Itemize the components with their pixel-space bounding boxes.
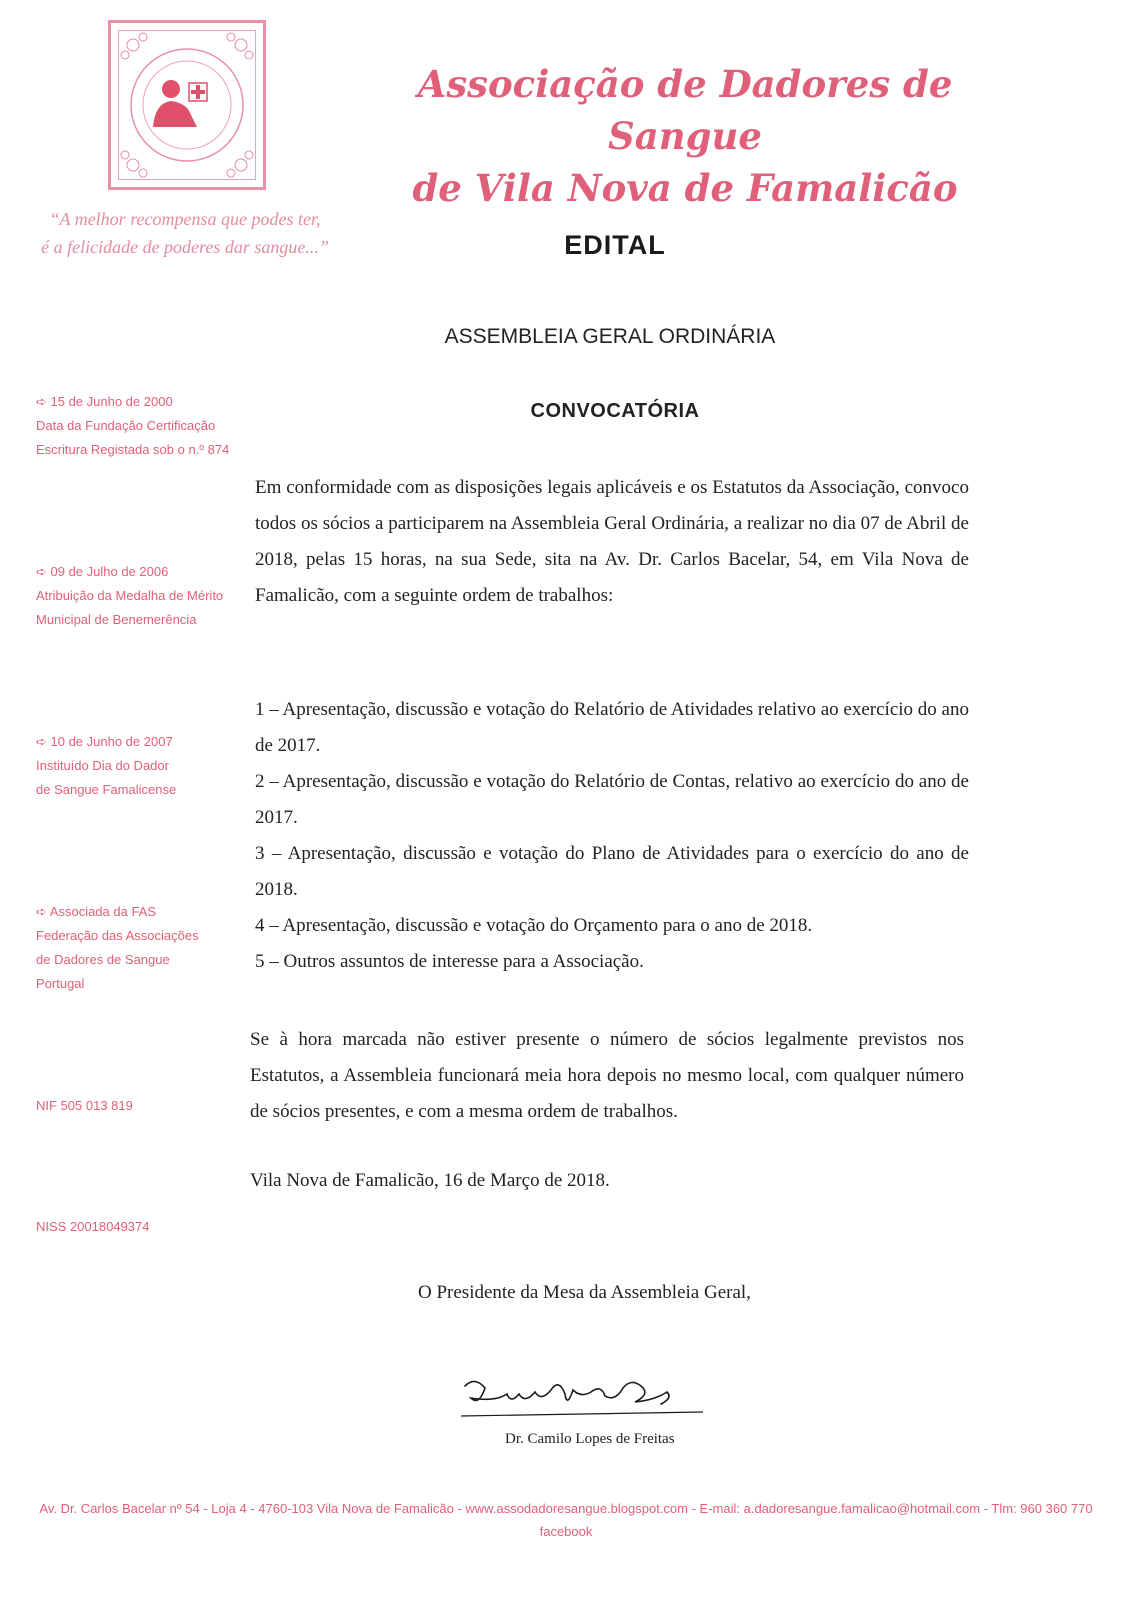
org-name-line-2: de Vila Nova de Famalicão [412, 166, 958, 210]
sidebar-item-donor-day [36, 730, 236, 802]
footer-facebook-link[interactable]: facebook [539, 1524, 593, 1539]
blood-donor-emblem-icon [111, 23, 263, 187]
agenda-item: 2 – Apresentação, discussão e votação do Relatório de Contas, relativo ao exercício do ano de 2017. [255, 771, 969, 828]
association-logo [108, 20, 266, 190]
sidebar-line: Federação das Associações [36, 928, 199, 943]
motto [30, 205, 340, 261]
organization-name [340, 58, 1030, 214]
handwritten-signature [455, 1368, 715, 1428]
document-subtitle: ASSEMBLEIA GERAL ORDINÁRIA [444, 325, 776, 348]
sidebar-line: ➪ 10 de Junho de 2007 [36, 734, 173, 749]
agenda-item: 3 – Apresentação, discussão e votação do Plano de Atividades para o exercício do ano de 2018. [255, 843, 969, 900]
section-heading: CONVOCATÓRIA [530, 400, 700, 422]
sidebar-line: ➪ 15 de Junho de 2000 [36, 394, 173, 409]
signatory-title: O Presidente da Mesa da Assembleia Geral, [418, 1282, 751, 1303]
sidebar-line: de Sangue Famalicense [36, 782, 177, 797]
motto-line-2: é a felicidade de poderes dar sangue...” [41, 237, 329, 257]
intro-paragraph: Em conformidade com as disposições legais aplicáveis e os Estatutos da Associação, convoco todos os sócios a participarem na Assembleia Geral Ordinária, a realizar no dia 07 de Abril de 2018, pelas 15 horas, na sua Sede, sita na Av. Dr. Carlos Bacelar, 54, em Vila Nova de Famalicão, com a seguinte ordem de trabalhos: [255, 477, 969, 606]
sidebar-item-medal [36, 560, 236, 632]
sidebar-line: Instituído Dia do Dador [36, 758, 169, 773]
sidebar-line: de Dadores de Sangue [36, 952, 170, 967]
signatory-name: Dr. Camilo Lopes de Freitas [505, 1431, 675, 1447]
motto-line-1: “A melhor recompensa que podes ter, [49, 209, 321, 229]
agenda-item: 1 – Apresentação, discussão e votação do Relatório de Atividades relativo ao exercício do ano de 2017. [255, 699, 969, 756]
closing-paragraph: Se à hora marcada não estiver presente o número de sócios legalmente previstos nos Estatutos, a Assembleia funcionará meia hora depois no mesmo local, com qualquer número de sócios presentes, e com a mesma ordem de trabalhos. [250, 1029, 964, 1122]
sidebar-line: ➪ Associada da FAS [36, 904, 157, 919]
document-title: EDITAL [564, 230, 666, 260]
agenda-list [255, 692, 969, 980]
sidebar-item-fas [36, 900, 236, 996]
org-name-line-1: Associação de Dadores de Sangue [417, 62, 953, 158]
sidebar-line: Escritura Registada sob o n.º 874 [36, 442, 230, 457]
footer-contact: Av. Dr. Carlos Bacelar nº 54 - Loja 4 - 4760-103 Vila Nova de Famalicão - www.assodadoresangue.blogspot.com - E-mail: a.dadoresangue.famalicao@hotmail.com - Tlm: 960 360 770 [39, 1501, 1093, 1516]
agenda-item: 4 – Apresentação, discussão e votação do Orçamento para o ano de 2018. [255, 915, 813, 936]
sidebar-line: Portugal [36, 976, 85, 991]
sidebar-line: Municipal de Benemerência [36, 612, 197, 627]
footer [20, 1497, 1112, 1543]
nif-number: NIF 505 013 819 [36, 1098, 133, 1113]
sidebar-line: Atribuição da Medalha de Mérito [36, 588, 224, 603]
sidebar-line: ➪ 09 de Julho de 2006 [36, 564, 169, 579]
date-place: Vila Nova de Famalicão, 16 de Março de 2018. [250, 1170, 610, 1191]
sidebar-line: Data da Fundação Certificação [36, 418, 216, 433]
niss-number: NISS 20018049374 [36, 1219, 150, 1234]
sidebar-item-foundation [36, 390, 236, 462]
agenda-item: 5 – Outros assuntos de interesse para a Associação. [255, 951, 644, 972]
